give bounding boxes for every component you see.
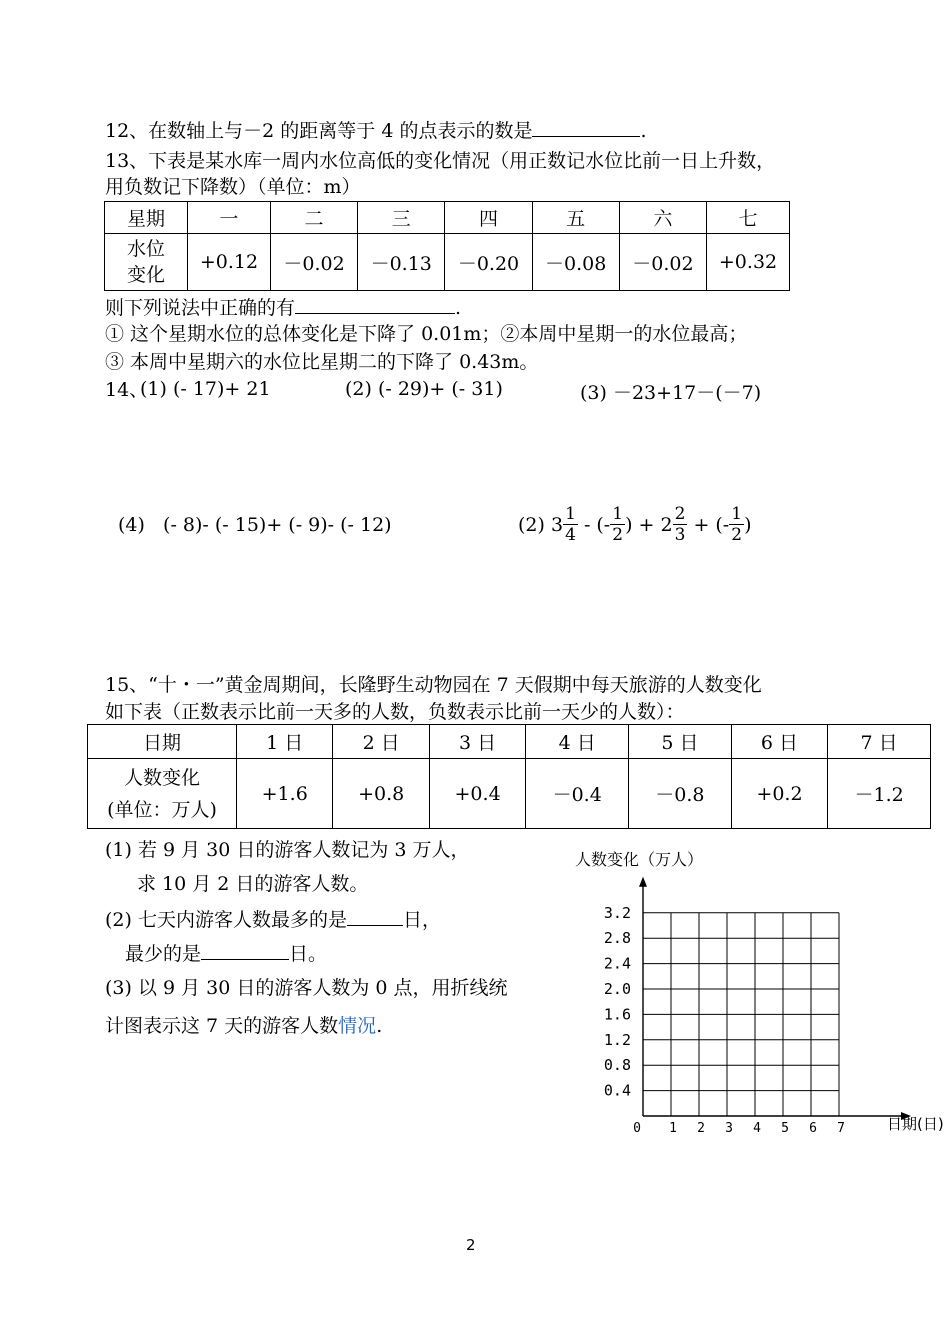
q14-part3-label: (3) <box>580 382 607 404</box>
q15-row-label: 人数变化 (单位：万人) <box>88 759 237 829</box>
q15-sub2-b-end: 日。 <box>289 943 328 965</box>
q14-part5-whole1: 3 <box>550 514 564 536</box>
q14-part5-op: ) + 2 <box>625 514 673 536</box>
q13-statement1: ① 这个星期水位的总体变化是下降了 0.01m；②本周中星期一的水位最高； <box>105 323 748 345</box>
q14-part1 <box>140 378 271 400</box>
q14-part5-end: ) <box>744 514 752 536</box>
q13-value: －0.02 <box>270 234 357 291</box>
q14-part5-op: + (- <box>693 514 730 536</box>
q14-part2-label: (2) <box>345 378 372 400</box>
x-axis-title: 日期(日) <box>887 1115 944 1133</box>
q15-day: 1 日 <box>237 725 333 759</box>
q15-visitor-table <box>87 724 931 829</box>
q13-answer-blank[interactable] <box>295 295 455 314</box>
q15-value: －0.4 <box>526 759 629 829</box>
q14-part5-op: - (- <box>583 514 611 536</box>
q13-header-label: 星期 <box>105 202 188 234</box>
q14-part5-label: (2) <box>518 514 545 536</box>
q12-end: . <box>640 120 647 142</box>
q14-part5 <box>518 506 751 544</box>
q15-sub1-a: (1) 若 9 月 30 日的游客人数记为 3 万人， <box>105 839 470 861</box>
q15-sub2-a-line <box>105 907 441 932</box>
q15-day: 5 日 <box>629 725 732 759</box>
q12-text: 12、在数轴上与－2 的距离等于 4 的点表示的数是 <box>105 120 533 142</box>
q15-value: +0.2 <box>731 759 827 829</box>
q14-label: 14、 <box>105 379 149 401</box>
q13-water-table <box>104 201 790 291</box>
q13-value: －0.08 <box>532 234 619 291</box>
q15-least-day-blank[interactable] <box>201 941 289 960</box>
q15-day: 4 日 <box>526 725 629 759</box>
q15-header-label: 日期 <box>88 725 237 759</box>
page-number: 2 <box>466 1236 476 1254</box>
y-tick-label: 3.2 <box>603 903 631 922</box>
q15-sub3-a: (3) 以 9 月 30 日的游客人数为 0 点，用折线统 <box>105 977 508 999</box>
fraction: $\frac{2}{3}$ <box>674 504 686 545</box>
y-tick-label: 0.4 <box>603 1081 631 1100</box>
q15-value: +1.6 <box>237 759 333 829</box>
q15-line1: 15、“十・一”黄金周期间，长隆野生动物园在 7 天假期中每天旅游的人数变化 <box>105 674 762 696</box>
y-axis-title: 人数变化（万人） <box>575 850 704 869</box>
q14-part3-expr: －23+17－(－7) <box>612 382 762 404</box>
x-tick-label: 6 <box>809 1121 817 1136</box>
visitor-line-chart <box>575 845 945 1145</box>
q15-value: －1.2 <box>828 759 931 829</box>
q14-part4-label: (4) <box>118 514 145 536</box>
q13-row-label: 水位 变化 <box>105 234 188 291</box>
q13-prompt-line <box>105 295 461 320</box>
q13-line2: 用负数记下降数）（单位：m） <box>105 176 361 198</box>
q15-sub2-a-end: 日， <box>402 909 441 931</box>
q14-part3 <box>580 378 761 405</box>
q14-part1-label: (1) <box>140 378 167 400</box>
q12-line <box>105 118 647 143</box>
y-tick-label: 2.0 <box>603 980 631 998</box>
x-tick-label: 5 <box>781 1121 789 1136</box>
q13-day: 六 <box>619 202 706 234</box>
q14-part4-expr: (- 8)- (- 15)+ (- 9)- (- 12) <box>163 514 392 536</box>
y-axis-arrow-icon <box>639 877 647 887</box>
q13-day: 二 <box>270 202 357 234</box>
fraction: $\frac{1}{4}$ <box>565 504 576 545</box>
q14-part2 <box>345 378 503 400</box>
q15-sub1-b: 求 10 月 2 日的游客人数。 <box>137 873 369 895</box>
q13-value: +0.12 <box>188 234 271 291</box>
q14-part4 <box>118 514 392 536</box>
x-tick-label: 4 <box>753 1121 761 1136</box>
q13-day: 七 <box>707 202 790 234</box>
x-tick-label: 0 <box>633 1121 641 1136</box>
q13-day: 四 <box>445 202 532 234</box>
q15-day: 6 日 <box>731 725 827 759</box>
q15-day: 2 日 <box>333 725 429 759</box>
q14-part1-expr: (- 17)+ 21 <box>172 378 271 400</box>
y-tick-label: 1.6 <box>603 1005 631 1024</box>
q13-value: +0.32 <box>707 234 790 291</box>
q15-sub3-highlight: 情况 <box>338 1015 377 1037</box>
x-tick-label: 7 <box>837 1121 845 1136</box>
q15-sub2-a: (2) 七天内游客人数最多的是 <box>105 909 347 931</box>
y-tick-label: 1.2 <box>603 1030 631 1049</box>
y-tick-label: 2.8 <box>603 929 631 948</box>
q13-value: －0.13 <box>358 234 445 291</box>
q14-part2-expr: (- 29)+ (- 31) <box>377 378 503 400</box>
q13-day: 五 <box>532 202 619 234</box>
q15-value: －0.8 <box>629 759 732 829</box>
q13-statement2: ③ 本周中星期六的水位比星期二的下降了 0.43m。 <box>105 351 539 373</box>
q15-day: 7 日 <box>828 725 931 759</box>
q13-prompt-end: . <box>455 297 462 319</box>
y-tick-label: 2.4 <box>603 954 631 973</box>
q15-day: 3 日 <box>429 725 525 759</box>
q12-answer-blank[interactable] <box>532 118 640 137</box>
q13-value: －0.02 <box>619 234 706 291</box>
q13-value: －0.20 <box>445 234 532 291</box>
fraction: $\frac{1}{2}$ <box>731 504 743 545</box>
q15-sub3-b-line <box>105 1014 382 1038</box>
q15-line2: 如下表（正数表示比前一天多的人数，负数表示比前一天少的人数）： <box>105 701 685 723</box>
q15-value: +0.8 <box>333 759 429 829</box>
q15-sub2-b: 最少的是 <box>125 943 202 965</box>
q15-sub3-b: 计图表示这 7 天的游客人数 <box>105 1015 339 1037</box>
q15-most-day-blank[interactable] <box>347 907 403 926</box>
fraction: $\frac{1}{2}$ <box>612 504 624 545</box>
q15-value: +0.4 <box>429 759 525 829</box>
x-tick-label: 3 <box>725 1121 733 1136</box>
x-tick-label: 2 <box>697 1121 705 1136</box>
q13-day: 一 <box>188 202 271 234</box>
x-tick-label: 1 <box>669 1121 677 1136</box>
q13-day: 三 <box>358 202 445 234</box>
q15-sub2-b-line <box>125 941 327 966</box>
q15-sub3-end: . <box>376 1015 383 1037</box>
q13-line1: 13、下表是某水库一周内水位高低的变化情况（用正数记水位比前一日上升数， <box>105 150 776 172</box>
y-tick-label: 0.8 <box>603 1056 631 1075</box>
q13-prompt: 则下列说法中正确的有 <box>105 297 296 319</box>
